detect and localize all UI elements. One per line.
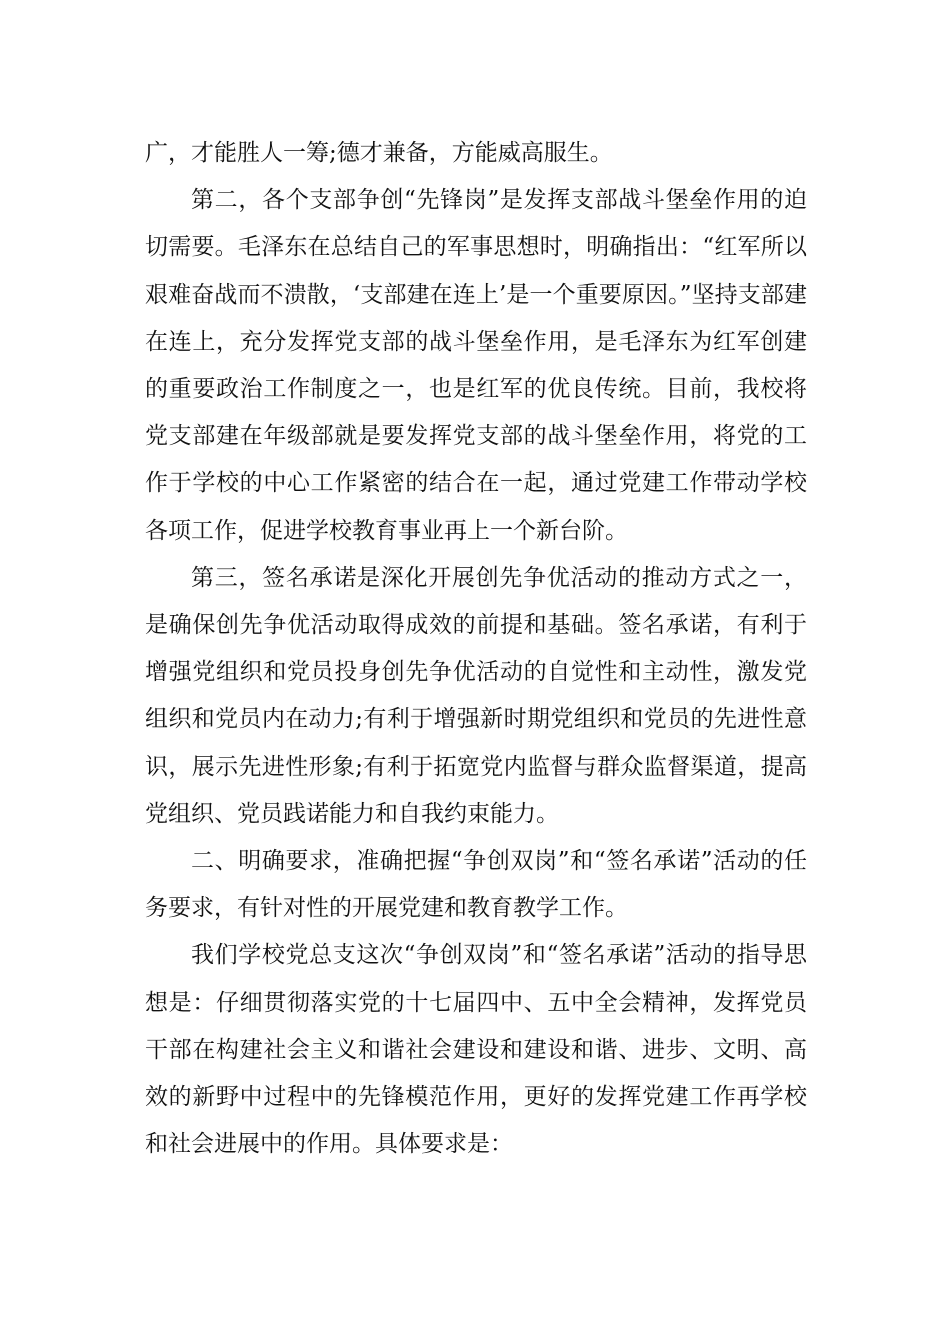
paragraph-continuation: 广，才能胜人一筹;德才兼备，方能威高服生。 bbox=[145, 140, 613, 166]
paragraph-signature-pledge: 第三，签名承诺是深化开展创先争优活动的推动方式之一，是确保创先争优活动取得成效的前提和基础。签名承诺，有利于增强党组织和党员投身创先争优活动的自觉性和主动性，激发党组织和党员内在动力;有利于增强新时期党组织和党员的先进性意识，展示先进性形象;有利于拓宽党内监督与群众监督渠道，提高党组织、党员践诺能力和自我约束能力。 bbox=[145, 564, 807, 827]
paragraph-guiding-ideology: 我们学校党总支这次“争创双岗”和“签名承诺”活动的指导思想是：仔细贯彻落实党的十七届四中、五中全会精神，发挥党员干部在构建社会主义和谐社会建设和建设和谐、进步、文明、高效的新野中过程中的先锋模范作用，更好的发挥党建工作再学校和社会进展中的作用。具体要求是： bbox=[145, 942, 807, 1158]
document-body bbox=[145, 130, 807, 1168]
paragraph-branch-vanguard: 第二，各个支部争创“先锋岗”是发挥支部战斗堡垒作用的迫切需要。毛泽东在总结自己的军事思想时，明确指出：“红军所以艰难奋战而不溃散，‘支部建在连上’是一个重要原因。”坚持支部建在连上，充分发挥党支部的战斗堡垒作用，是毛泽东为红军创建的重要政治工作制度之一，也是红军的优良传统。目前，我校将党支部建在年级部就是要发挥党支部的战斗堡垒作用，将党的工作于学校的中心工作紧密的结合在一起，通过党建工作带动学校各项工作，促进学校教育事业再上一个新台阶。 bbox=[145, 187, 807, 544]
paragraph-section-two-heading: 二、明确要求，准确把握“争创双岗”和“签名承诺”活动的任务要求，有针对性的开展党建和教育教学工作。 bbox=[145, 848, 807, 922]
